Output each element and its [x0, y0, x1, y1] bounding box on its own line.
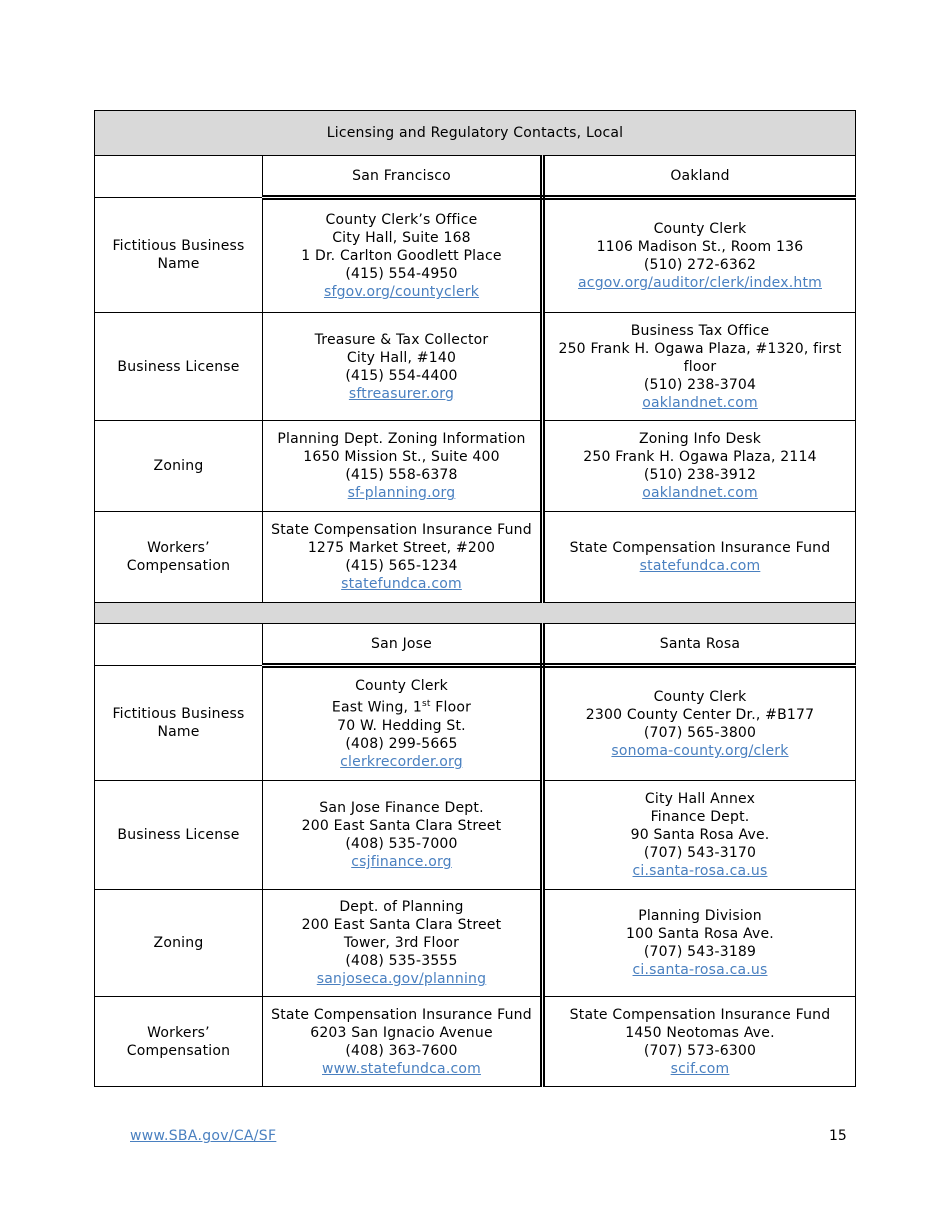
city-header: Santa Rosa [543, 624, 856, 666]
contact-line: (408) 363-7600 [345, 1042, 458, 1059]
contact-line: (707) 565-3800 [643, 725, 757, 741]
contact-link[interactable]: sfgov.org/countyclerk [323, 284, 480, 300]
contact-line: 90 Santa Rosa Ave. [630, 827, 770, 843]
contact-line: 1 Dr. Carlton Goodlett Place [301, 248, 502, 264]
contact-cell [543, 666, 856, 781]
contact-cell [263, 313, 543, 421]
contact-link[interactable]: sonoma-county.org/clerk [611, 743, 789, 759]
contact-cell [543, 890, 856, 997]
contacts-table [94, 110, 856, 1087]
contact-line: 1106 Madison St., Room 136 [596, 239, 804, 255]
contact-line: 6203 San Ignacio Avenue [310, 1024, 493, 1041]
contact-line: County Clerk’s Office [325, 212, 478, 228]
contact-line: State Compensation Insurance Fund [271, 522, 532, 538]
contact-line: (707) 543-3189 [643, 944, 757, 960]
contact-line: Planning Division [638, 908, 762, 924]
contact-cell [543, 421, 856, 512]
empty-corner-cell [95, 624, 263, 666]
contact-line: 250 Frank H. Ogawa Plaza, #1320, first floor [558, 340, 842, 375]
contact-cell [263, 512, 543, 603]
contact-link[interactable]: sf-planning.org [347, 485, 456, 501]
contact-line: (510) 238-3912 [643, 467, 757, 483]
empty-corner-cell [95, 156, 263, 198]
contact-link[interactable]: www.statefundca.com [322, 1060, 481, 1077]
contact-line: East Wing, 1st Floor [331, 699, 472, 716]
contact-line: 1650 Mission St., Suite 400 [303, 449, 500, 465]
contact-line: (510) 272-6362 [643, 257, 757, 273]
contact-link[interactable]: oaklandnet.com [642, 394, 758, 411]
row-label: Workers’ Compensation [95, 997, 263, 1087]
contact-line: City Hall, #140 [346, 349, 457, 366]
contact-cell [263, 781, 543, 890]
contact-line: Treasure & Tax Collector [314, 331, 489, 348]
contact-line: State Compensation Insurance Fund [271, 1006, 532, 1023]
row-label: Fictitious Business Name [95, 198, 263, 313]
contact-line: (707) 573-6300 [643, 1042, 757, 1059]
contact-line: (415) 558-6378 [345, 467, 458, 483]
contact-cell [263, 997, 543, 1087]
contact-line: City Hall, Suite 168 [332, 230, 471, 246]
contact-line: 200 East Santa Clara Street [301, 818, 502, 834]
contact-line: (510) 238-3704 [643, 376, 757, 393]
row-label: Zoning [95, 890, 263, 997]
row-label: Business License [95, 781, 263, 890]
contact-cell [543, 198, 856, 313]
contact-line: Finance Dept. [650, 809, 750, 825]
contact-link[interactable]: ci.santa-rosa.ca.us [632, 962, 768, 978]
contact-line: (707) 543-3170 [643, 845, 757, 861]
section-divider [95, 603, 856, 624]
contact-line: 200 East Santa Clara Street [301, 917, 502, 933]
contact-line: State Compensation Insurance Fund [569, 1006, 831, 1023]
contact-line: (415) 565-1234 [345, 558, 458, 574]
contact-cell [543, 512, 856, 603]
contacts-table-container [94, 110, 855, 1087]
contact-cell [543, 997, 856, 1087]
contact-cell [543, 781, 856, 890]
row-label: Workers’ Compensation [95, 512, 263, 603]
contact-line: Tower, 3rd Floor [343, 935, 460, 951]
contact-line: Business Tax Office [630, 322, 770, 339]
row-label: Business License [95, 313, 263, 421]
contact-line: County Clerk [653, 689, 747, 705]
contact-link[interactable]: statefundca.com [341, 576, 462, 592]
table-title: Licensing and Regulatory Contacts, Local [95, 111, 856, 156]
contact-cell [263, 421, 543, 512]
contact-link[interactable]: clerkrecorder.org [340, 753, 463, 770]
contact-link[interactable]: oaklandnet.com [642, 485, 758, 501]
contact-link[interactable]: sanjoseca.gov/planning [316, 971, 487, 987]
contact-cell [543, 313, 856, 421]
page-number: 15 [829, 1128, 847, 1144]
contact-line: Dept. of Planning [339, 899, 464, 915]
contact-line: Zoning Info Desk [638, 431, 762, 447]
contact-line: (415) 554-4950 [345, 266, 458, 282]
contact-line: 1275 Market Street, #200 [307, 540, 496, 556]
contact-cell [263, 666, 543, 781]
contact-line: State Compensation Insurance Fund [569, 540, 831, 556]
city-header: San Jose [263, 624, 543, 666]
city-header: Oakland [543, 156, 856, 198]
contact-line: (408) 535-7000 [345, 836, 458, 852]
contact-line: (408) 299-5665 [345, 735, 458, 752]
contact-line: San Jose Finance Dept. [319, 800, 484, 816]
contact-line: City Hall Annex [644, 791, 756, 807]
contact-cell [263, 198, 543, 313]
contact-link[interactable]: acgov.org/auditor/clerk/index.htm [578, 275, 822, 291]
contact-line: 70 W. Hedding St. [337, 717, 466, 734]
row-label: Zoning [95, 421, 263, 512]
row-label: Fictitious Business Name [95, 666, 263, 781]
contact-cell [263, 890, 543, 997]
contact-link[interactable]: scif.com [670, 1060, 730, 1077]
contact-link[interactable]: statefundca.com [639, 558, 761, 574]
city-header: San Francisco [263, 156, 543, 198]
contact-link[interactable]: csjfinance.org [351, 854, 452, 870]
contact-line: 2300 County Center Dr., #B177 [585, 707, 815, 723]
contact-line: County Clerk [653, 221, 747, 237]
contact-link[interactable]: ci.santa-rosa.ca.us [632, 863, 768, 879]
contact-line: (415) 554-4400 [345, 367, 458, 384]
contact-line: Planning Dept. Zoning Information [277, 431, 526, 447]
contact-line: 250 Frank H. Ogawa Plaza, 2114 [583, 449, 817, 465]
contact-line: County Clerk [355, 678, 448, 695]
contact-link[interactable]: sftreasurer.org [348, 385, 455, 402]
contact-line: 100 Santa Rosa Ave. [626, 926, 774, 942]
contact-line: (408) 535-3555 [345, 953, 458, 969]
footer-website-link[interactable]: www.SBA.gov/CA/SF [130, 1128, 277, 1144]
contact-line: 1450 Neotomas Ave. [625, 1024, 775, 1041]
